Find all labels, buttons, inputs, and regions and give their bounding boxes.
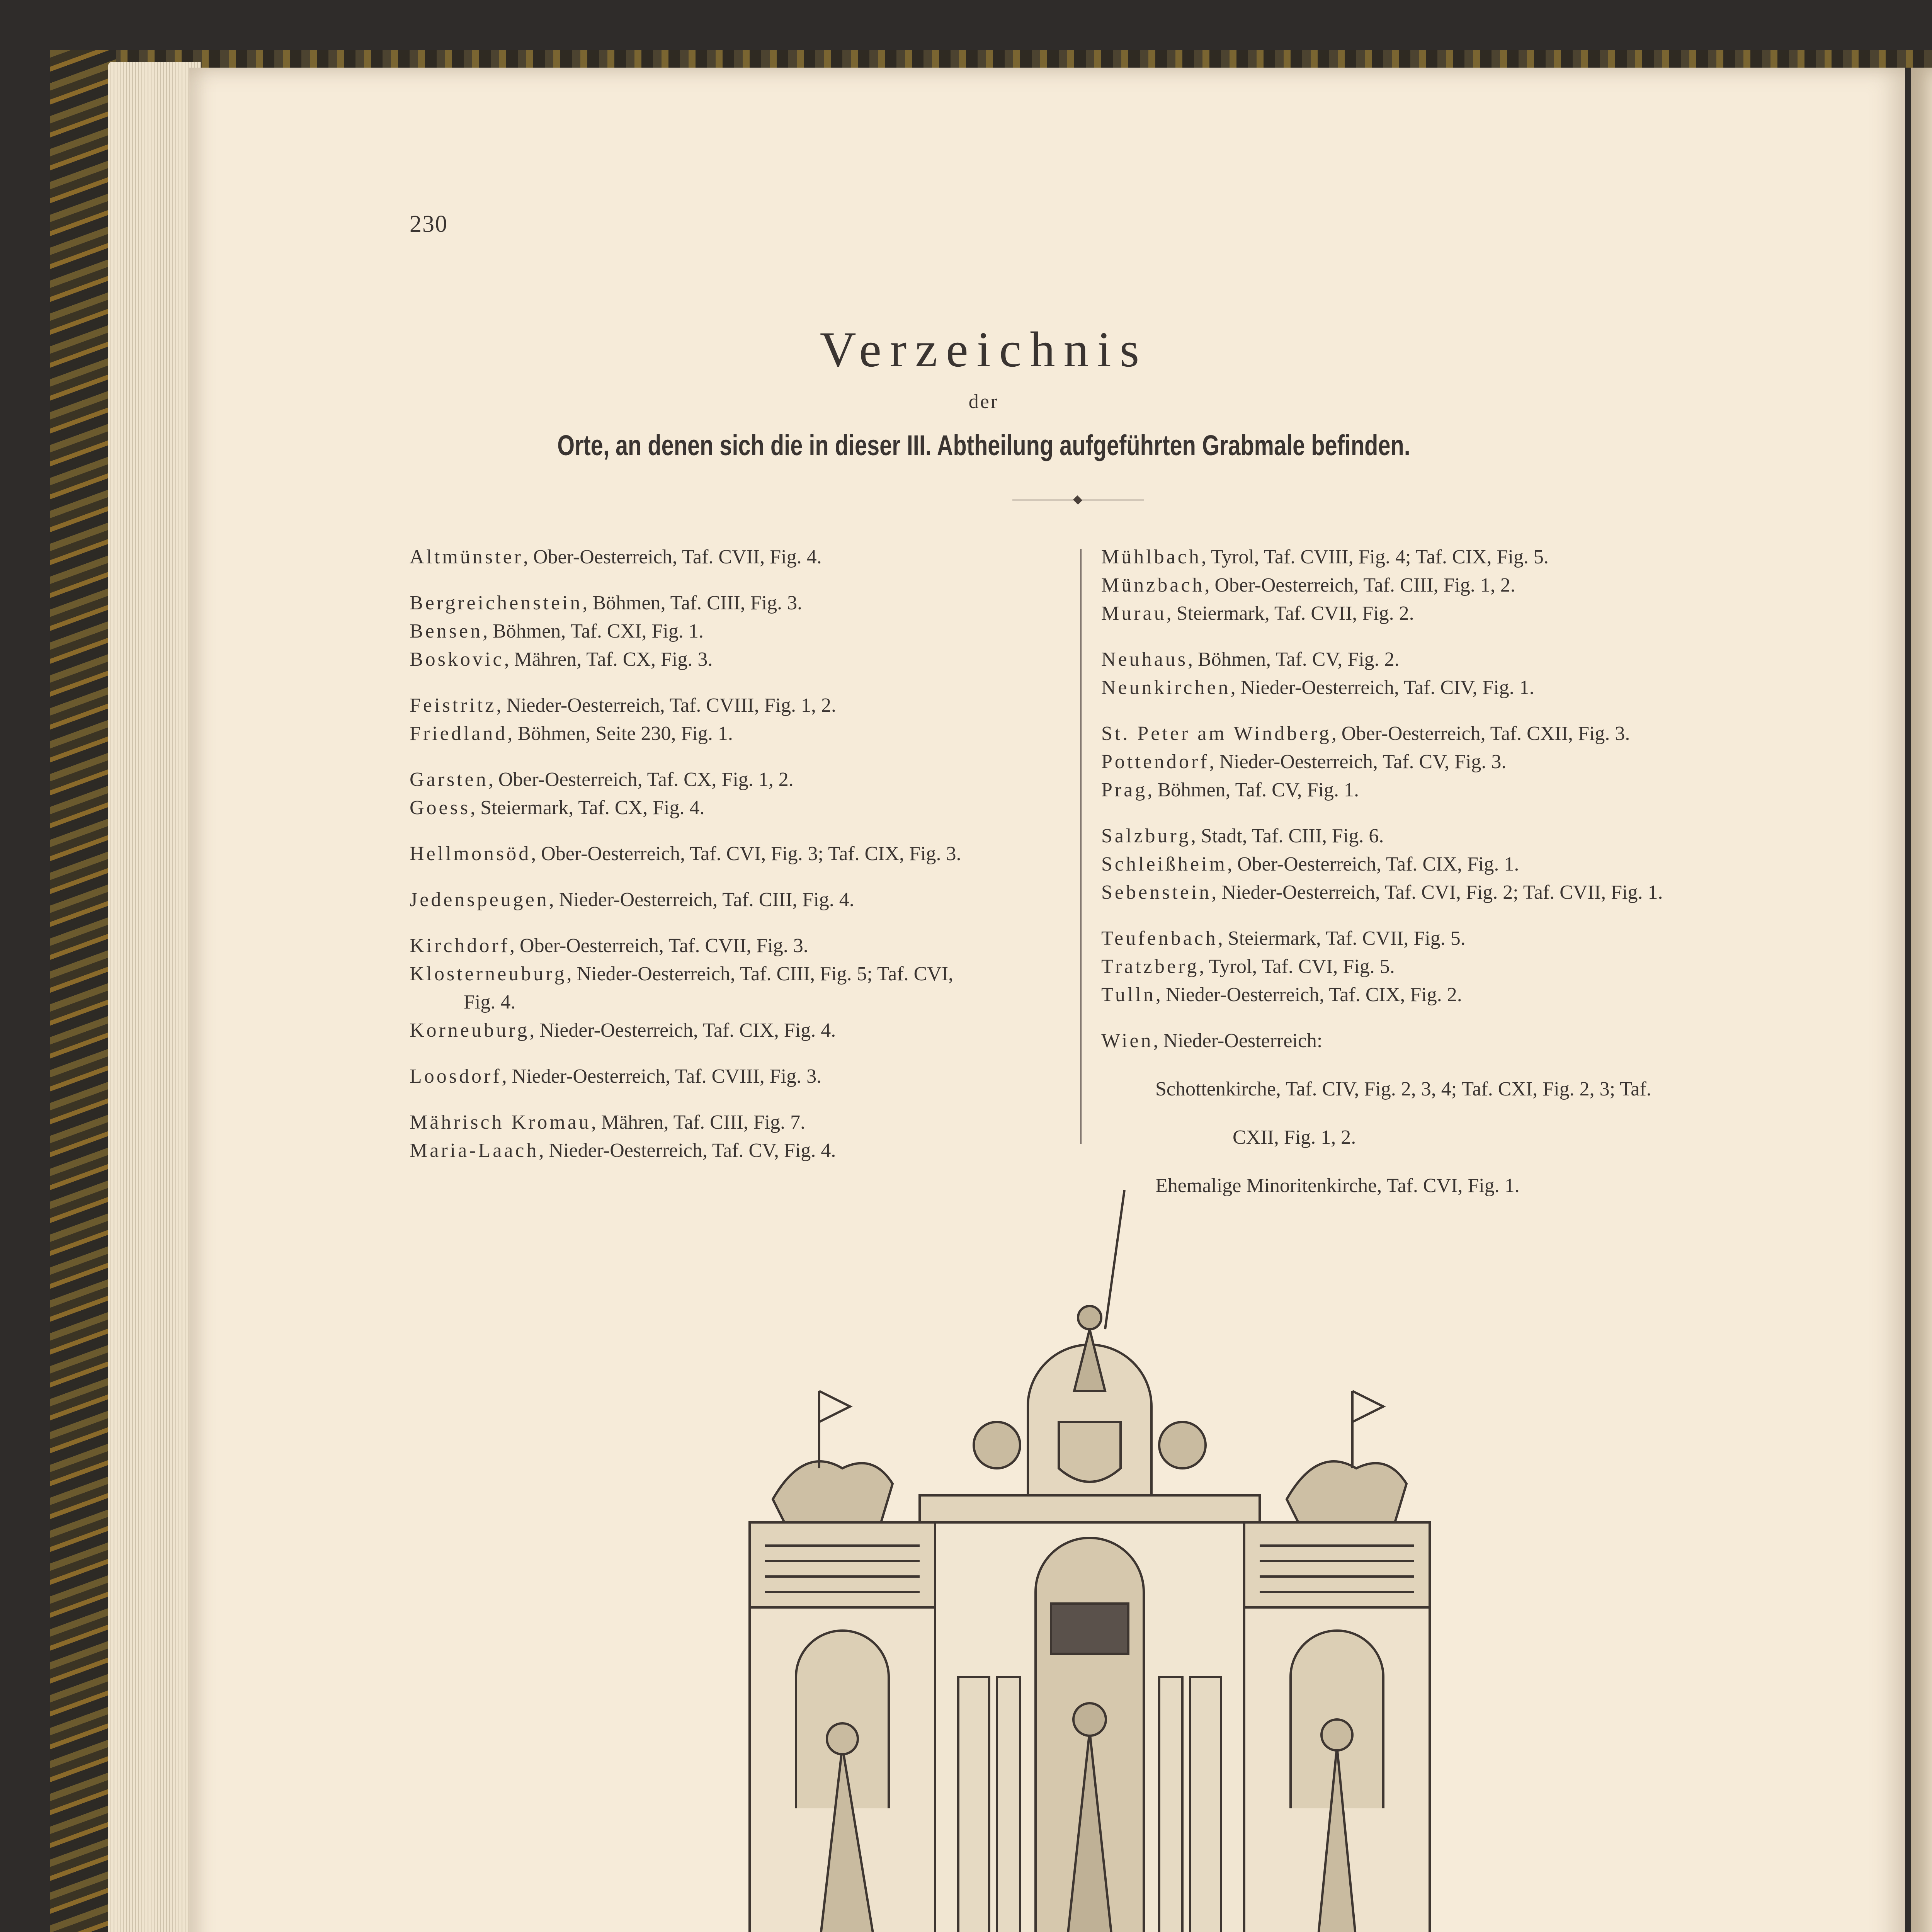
wien-sub-entry: Ehemalige Minoritenkirche, Taf. CVI, Fig. 1.	[1155, 1175, 1520, 1197]
column-divider	[1080, 549, 1082, 1144]
index-entry: Bensen, Böhmen, Taf. CXI, Fig. 1.	[410, 620, 704, 642]
page-title: Verzeichnis	[820, 322, 1148, 378]
wien-sub-entry-continuation: CXII, Fig. 1, 2.	[1233, 1126, 1356, 1148]
index-entry: Jedenspeugen, Nieder-Oesterreich, Taf. CIII, Fig. 4.	[410, 889, 854, 911]
index-entry: Maria-Laach, Nieder-Oesterreich, Taf. CV, Fig. 4.	[410, 1139, 836, 1162]
index-entry: Korneuburg, Nieder-Oesterreich, Taf. CIX, Fig. 4.	[410, 1019, 836, 1041]
index-entry-continuation: Fig. 4.	[464, 991, 516, 1013]
index-entry: Friedland, Böhmen, Seite 230, Fig. 1.	[410, 723, 733, 745]
index-entry: Schleißheim, Ober-Oesterreich, Taf. CIX, Fig. 1.	[1101, 853, 1519, 875]
index-entry: Pottendorf, Nieder-Oesterreich, Taf. CV, Fig. 3.	[1101, 751, 1507, 773]
pediment-figure-right	[1159, 1422, 1206, 1468]
wien-sub-entry: Schottenkirche, Taf. CIV, Fig. 2, 3, 4; Taf. CXI, Fig. 2, 3; Taf.	[1155, 1078, 1651, 1100]
index-entry: Neunkirchen, Nieder-Oesterreich, Taf. CIV, Fig. 1.	[1101, 677, 1534, 699]
index-entry: Loosdorf, Nieder-Oesterreich, Taf. CVIII, Fig. 3.	[410, 1065, 822, 1087]
column	[1190, 1677, 1221, 1932]
index-entry: Garsten, Ober-Oesterreich, Taf. CX, Fig. 1, 2.	[410, 769, 794, 791]
index-column-left	[410, 543, 1070, 1165]
index-column-right	[1101, 543, 1781, 1220]
column	[997, 1677, 1020, 1932]
index-entry: Boskovic, Mähren, Taf. CX, Fig. 3.	[410, 648, 713, 670]
index-entry: Kirchdorf, Ober-Oesterreich, Taf. CVII, Fig. 3.	[410, 935, 808, 957]
page-number: 230	[410, 211, 448, 237]
tomb-engraving	[726, 1175, 1453, 1932]
index-entry: Altmünster, Ober-Oesterreich, Taf. CVII, Fig. 4.	[410, 546, 822, 568]
index-entry: Tratzberg, Tyrol, Taf. CVI, Fig. 5.	[1101, 956, 1395, 978]
equestrian-statue-left	[773, 1461, 893, 1522]
book-cover-edge	[58, 50, 1932, 68]
index-entry: Klosterneuburg, Nieder-Oesterreich, Taf. CIII, Fig. 5; Taf. CVI,	[410, 963, 954, 985]
index-entry: Sebenstein, Nieder-Oesterreich, Taf. CVI, Fig. 2; Taf. CVII, Fig. 1.	[1101, 881, 1663, 903]
column	[958, 1677, 989, 1932]
index-entry: Salzburg, Stadt, Taf. CIII, Fig. 6.	[1101, 825, 1384, 847]
index-entry: Neuhaus, Böhmen, Taf. CV, Fig. 2.	[1101, 648, 1400, 670]
equestrian-statue-right	[1287, 1461, 1406, 1522]
index-entry: Wien, Nieder-Oesterreich:	[1101, 1030, 1323, 1052]
index-entry: St. Peter am Windberg, Ober-Oesterreich, Taf. CXII, Fig. 3.	[1101, 723, 1630, 745]
index-entry: Teufenbach, Steiermark, Taf. CVII, Fig. 5.	[1101, 927, 1466, 949]
index-entry: Münzbach, Ober-Oesterreich, Taf. CIII, Fig. 1, 2.	[1101, 574, 1515, 596]
page-heading: Orte, an denen sich die in dieser III. Abtheilung aufgeführten Grabmale befinden.	[557, 429, 1410, 461]
index-entry: Mühlbach, Tyrol, Taf. CVIII, Fig. 4; Taf. CIX, Fig. 5.	[1101, 546, 1549, 568]
index-entry: Mährisch Kromau, Mähren, Taf. CIII, Fig. 7.	[410, 1111, 806, 1133]
column	[1159, 1677, 1182, 1932]
index-entry: Hellmonsöd, Ober-Oesterreich, Taf. CVI, Fig. 3; Taf. CIX, Fig. 3.	[410, 843, 961, 865]
index-entry: Prag, Böhmen, Taf. CV, Fig. 1.	[1101, 779, 1359, 801]
page-subtitle: der	[968, 391, 999, 413]
index-entry: Bergreichenstein, Böhmen, Taf. CIII, Fig. 3.	[410, 592, 803, 614]
ornament-divider	[1012, 498, 1144, 502]
index-entry: Feistritz, Nieder-Oesterreich, Taf. CVIII, Fig. 1, 2.	[410, 694, 836, 716]
pediment-figure-left	[974, 1422, 1020, 1468]
index-entry: Tulln, Nieder-Oesterreich, Taf. CIX, Fig. 2.	[1101, 984, 1462, 1006]
index-entry: Goess, Steiermark, Taf. CX, Fig. 4.	[410, 797, 705, 819]
index-entry: Murau, Steiermark, Taf. CVII, Fig. 2.	[1101, 602, 1414, 624]
